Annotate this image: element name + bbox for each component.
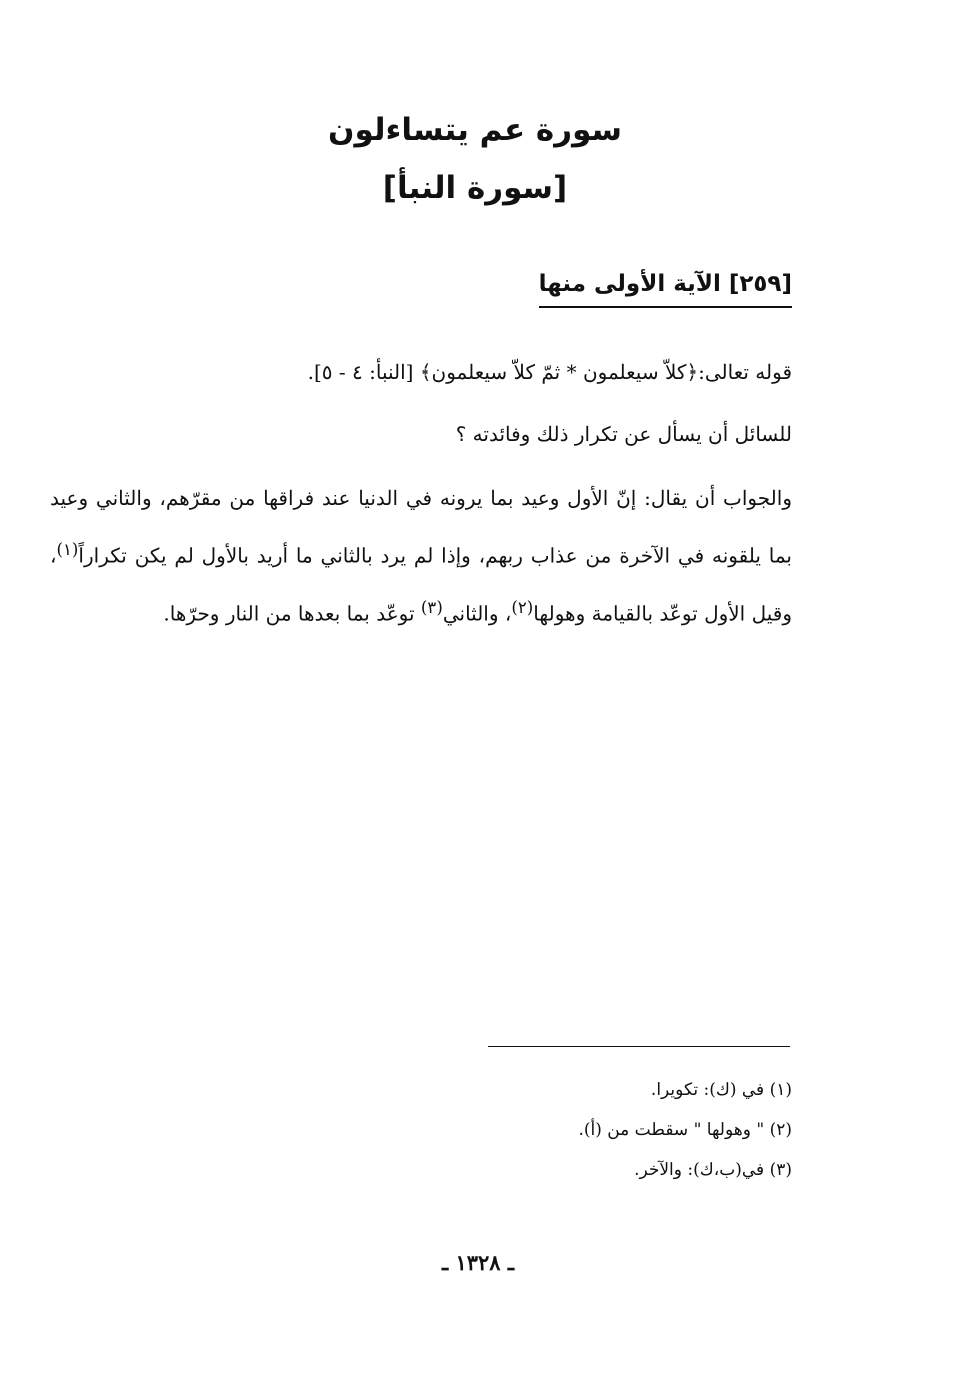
footnote-ref-3: (٣) [420, 597, 443, 617]
footnote-ref-2: (٢) [511, 597, 534, 617]
surah-title: سورة عم يتساءلون [327, 112, 622, 148]
section-heading: [٢٥٩] الآية الأولى منها [539, 264, 792, 308]
footnotes-list [292, 1070, 792, 1190]
answer-text-part-4: توعّد بما بعدها من النار وحرّها. [163, 601, 421, 626]
footnote-ref-1: (١) [56, 540, 79, 559]
footnote-item: (٢) " وهولها " سقطت من (أ). [578, 1120, 792, 1140]
answer-text-part-3: ، والثاني [442, 601, 512, 626]
footnote-divider [488, 1046, 790, 1047]
answer-text-part-2: ، وقيل الأول توعّد بالقيامة وهولها [50, 543, 792, 626]
answer-text-part-1: والجواب أن يقال: إنّ الأول وعيد بما يرونه في الدنيا عند فراقها من مقرّهم، والثاني وعيد بما يلقونه في الآخرة من عذاب ربهم، وإذا لم يرد بالثاني ما أريد بالأول لم يكن تكراراً [50, 486, 792, 568]
page-number: ـ ١٣٢٨ ـ [441, 1250, 515, 1275]
surah-subtitle: [سورة النبأ] [382, 170, 568, 206]
footnote-item: (١) في (ك): تكويرا. [650, 1080, 792, 1100]
answer-paragraph [50, 472, 792, 639]
footnote-item: (٣) في(ب،ك): والآخر. [634, 1160, 792, 1180]
verse-paragraph: قوله تعالى:﴿كلاّ سيعلمون * ثمّ كلاّ سيعلمون﴾ [النبأ: ٤ - ٥]. [307, 360, 792, 384]
question-paragraph: للسائل أن يسأل عن تكرار ذلك وفائدته ؟ [455, 422, 792, 446]
